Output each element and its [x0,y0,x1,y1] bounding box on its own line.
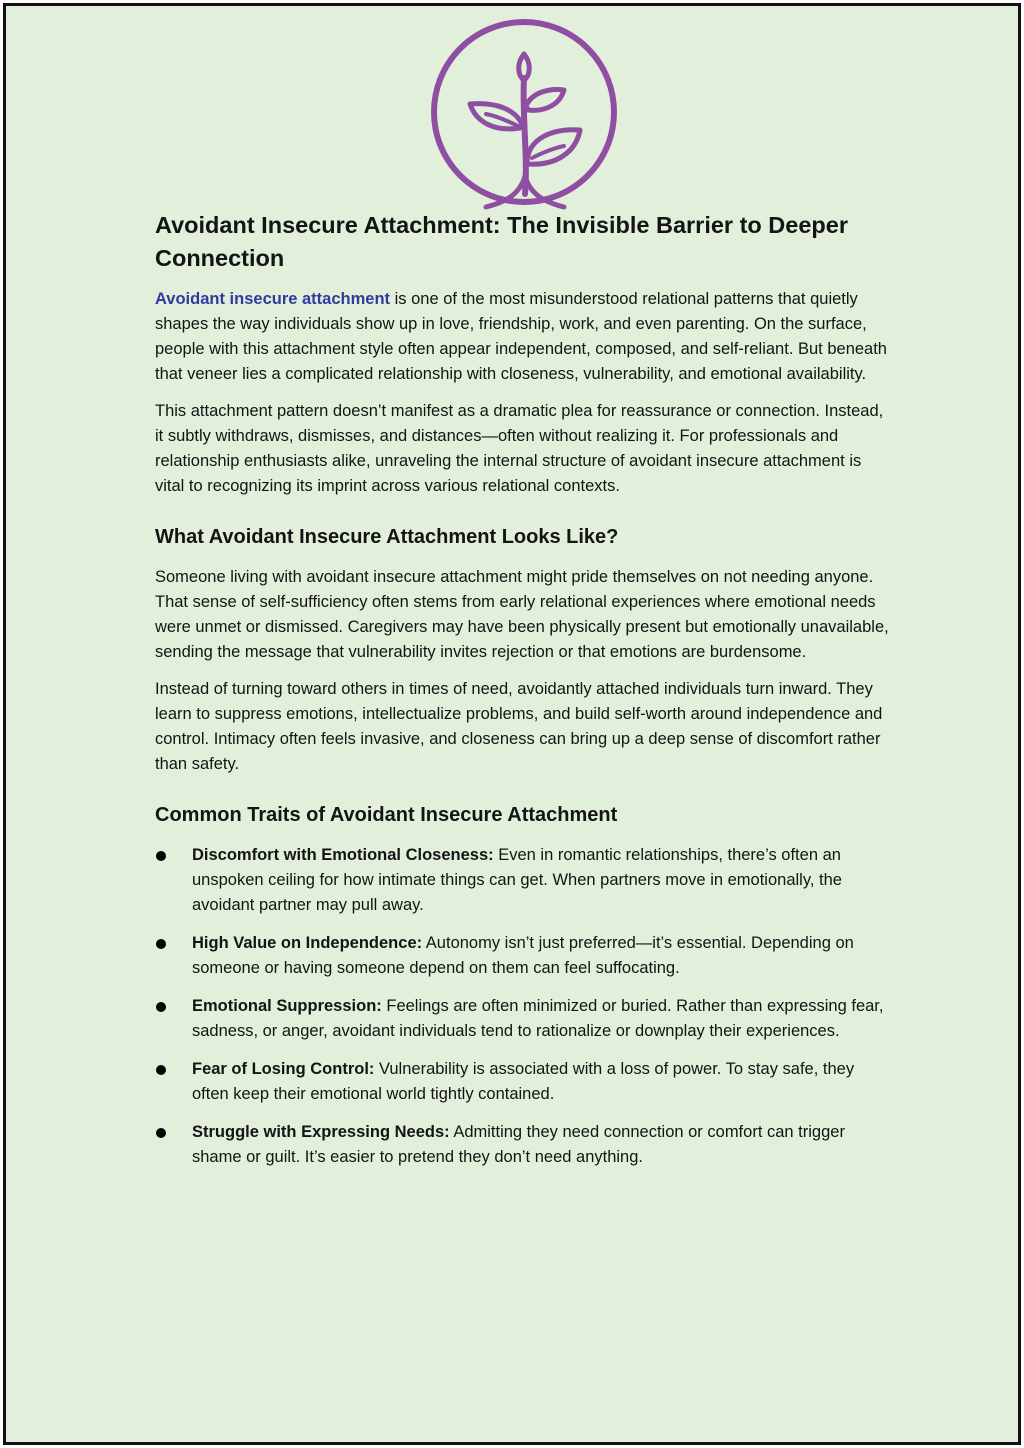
trait-text: Vulnerability is associated with a loss of power. To stay safe, they often keep their emotional world tightly contained. [192,1060,855,1103]
traits-list [155,843,891,1170]
document-page [3,3,1021,1445]
trait-term: Discomfort with Emotional Closeness: [192,846,494,864]
trait-text: Autonomy isn’t just preferred—it’s essential. Depending on someone or having someone depend on them can feel suffocating. [192,934,854,977]
list-item [155,1120,891,1170]
section1-paragraph-2: Instead of turning toward others in times of need, avoidantly attached individuals turn inward. They learn to suppress emotions, intellectualize problems, and build self-worth around independence and control. Intimacy often feels invasive, and closeness can bring up a deep sense of discomfort rather than safety. [155,680,883,773]
trait-term: Emotional Suppression: [192,997,382,1015]
bullet-icon [156,1002,166,1012]
bullet-icon [156,851,166,861]
bullet-icon [156,1065,166,1075]
section-heading-looks-like: What Avoidant Insecure Attachment Looks Like? [155,526,619,548]
plant-sprout-in-circle-icon [424,16,624,216]
section1-paragraph-1: Someone living with avoidant insecure attachment might pride themselves on not needing anyone. That sense of self-sufficiency often stems from early relational experiences where emotional needs were unmet or dismissed. Caregivers may have been physically present but emotionally unavailable, sending the message that vulnerability invites rejection or that emotions are burdensome. [155,568,889,661]
trait-term: Fear of Losing Control: [192,1060,375,1078]
trait-text: Admitting they need connection or comfort can trigger shame or guilt. It’s easier to pretend they don’t need anything. [192,1123,845,1166]
intro-paragraph [155,287,891,387]
trait-term: High Value on Independence: [192,934,423,952]
list-item [155,994,891,1044]
intro-text: is one of the most misunderstood relational patterns that quietly shapes the way individuals show up in love, friendship, work, and even parenting. On the surface, people with this attachment style often appear independent, composed, and self-reliant. But beneath that veneer lies a complicated relationship with closeness, vulnerability, and emotional availability. [155,290,887,383]
section-heading-common-traits: Common Traits of Avoidant Insecure Attachment [155,804,618,826]
list-item [155,1057,891,1107]
list-item [155,843,891,918]
trait-text: Feelings are often minimized or buried. Rather than expressing fear, sadness, or anger, avoidant individuals tend to rationalize or downplay their experiences. [192,997,884,1040]
bullet-icon [156,1128,166,1138]
intro-link[interactable]: Avoidant insecure attachment [155,290,391,308]
list-item [155,931,891,981]
bullet-icon [156,939,166,949]
trait-text: Even in romantic relationships, there’s often an unspoken ceiling for how intimate things can get. When partners move in emotionally, the avoidant partner may pull away. [192,846,842,914]
trait-term: Struggle with Expressing Needs: [192,1123,450,1141]
paragraph-2: This attachment pattern doesn’t manifest as a dramatic plea for reassurance or connection. Instead, it subtly withdraws, dismisses, and distances—often without realizing it. For professionals and relationship enthusiasts alike, unraveling the internal structure of avoidant insecure attachment is vital to recognizing its imprint across various relational contexts. [155,402,884,495]
article [155,209,891,1183]
article-title: Avoidant Insecure Attachment: The Invisible Barrier to Deeper Connection [155,212,848,271]
